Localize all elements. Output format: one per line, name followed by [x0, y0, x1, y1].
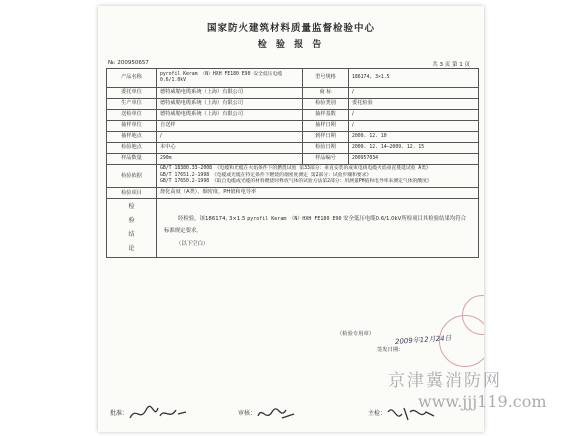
test-date-label: 检验日期	[303, 143, 349, 154]
producer-label: 生产单位	[107, 99, 157, 110]
client-label: 委托单位	[107, 88, 157, 99]
table-row	[107, 88, 479, 99]
watermark-url: www.jjj119.com	[418, 392, 547, 411]
sampling-place-value: /	[157, 132, 303, 143]
basis-cell	[157, 165, 479, 188]
issue-date-label: 签发日期：	[377, 347, 404, 354]
watermark-text: 京津冀消防网	[388, 371, 502, 391]
report-number: №: 200950657	[108, 60, 149, 66]
table-row	[107, 165, 479, 188]
sample-no-value: 200957034	[349, 154, 479, 165]
table-row	[107, 121, 479, 132]
items-value: 烧化高度（A类）、烟密度、PH值和电导率	[157, 188, 479, 199]
page-info: 共 3 页 第 1 页	[432, 62, 470, 68]
arrival-date-value: 2009. 12. 10	[349, 132, 479, 143]
reviewer-signature	[256, 402, 296, 424]
model-label: 型号规格	[303, 69, 349, 88]
table-row	[107, 110, 479, 121]
report-table	[106, 68, 479, 354]
table-row	[107, 69, 479, 88]
approver-signature	[128, 402, 188, 424]
conclusion-text-a: 经检验，该186174, 3×1.5	[178, 216, 248, 223]
test-type-label: 检验类别	[303, 99, 349, 110]
basis-standard-3: GB/T 17650.2-1998 《取自电缆或光缆的材料燃烧时释放气体的试验方法第2部分：用测量PH值和电导率来测定气体的酸度》	[160, 179, 432, 185]
page-subtitle: 检 验 报 告	[257, 40, 325, 50]
table-row	[107, 154, 479, 165]
trademark-value: /	[349, 88, 479, 99]
conclusion-product: pyrofil Keram （N）HXH FE180 E90	[247, 216, 342, 223]
conclusion-label-cell	[107, 199, 157, 258]
test-date-value: 2009. 12. 14—2009. 12. 15	[349, 143, 479, 154]
table-row	[107, 188, 479, 199]
sampler-label: 抽样单位	[107, 121, 157, 132]
product-name-value: pyrofil Keram （N）HXH FE180 E90 安全低压电缆0.6/1.0kV	[157, 69, 303, 88]
client-value: 德特威勒电缆系统（上海）有限公司	[157, 88, 303, 99]
sampling-base-label: 抽样基数	[303, 110, 349, 121]
model-value: 186174, 3×1.5	[349, 69, 479, 88]
sampler-value: 自送样	[157, 121, 303, 132]
conclusion-blank: （以下空白）	[176, 241, 209, 248]
trademark-label: 商 标	[303, 88, 349, 99]
test-place-label: 检验地点	[107, 143, 157, 154]
items-label: 检验项目	[107, 188, 157, 199]
sample-qty-label: 样品数量	[107, 154, 157, 165]
conclusion-text-b: 安全低压电缆0.6/1.0kV所检项目其检验结果均符合标准规定要求。	[164, 216, 467, 235]
sample-no-label: 样品编号	[303, 154, 349, 165]
basis-label: 检验依据	[107, 165, 157, 188]
sampling-base-value: /	[349, 110, 479, 121]
producer-value: 德特威勒电缆系统（上海）有限公司	[157, 99, 303, 110]
conclusion-text	[160, 207, 475, 237]
handwritten-date: 2009年12月24日	[394, 334, 452, 347]
table-row	[107, 132, 479, 143]
sampling-date-value: /	[349, 121, 479, 132]
sender-value: 德特威勒电缆系统（上海）有限公司	[157, 110, 303, 121]
basis-standard-1: GB/T 18380.33-2008 《电缆和光缆在火焰条件下的燃烧试验 第33部分：垂直安装的成束电线电缆火焰垂直蔓延试验 A类》	[160, 166, 431, 171]
table-row	[107, 143, 479, 154]
approver-label: 批准：	[110, 410, 129, 417]
table-row	[107, 99, 479, 110]
test-place-value: 本中心	[157, 143, 303, 154]
arrival-date-label: 到样日期	[303, 132, 349, 143]
basis-standard-2: GB/T 17651.2-1998 《电缆或光缆在特定条件下燃烧的烟密度测定 第2部分：试验步骤和要求》	[160, 172, 372, 178]
sender-label: 送检单位	[107, 110, 157, 121]
conclusion-cell	[157, 199, 479, 354]
seal-label: （检验专用章）	[337, 331, 375, 338]
product-name-label: 产品名称	[107, 69, 157, 88]
conclusion-label: 检验结论	[128, 203, 135, 253]
tester-label: 主检：	[368, 410, 387, 417]
test-type-value: 委托检验	[349, 99, 479, 110]
sampling-date-label: 抽样日期	[303, 121, 349, 132]
sampling-place-label: 抽样地点	[107, 132, 157, 143]
sample-qty-value: 290m	[157, 154, 303, 165]
reviewer-label: 审核：	[238, 410, 257, 417]
page-title: 国家防火建筑材料质量监督检验中心	[206, 23, 375, 34]
table-row	[107, 199, 479, 258]
